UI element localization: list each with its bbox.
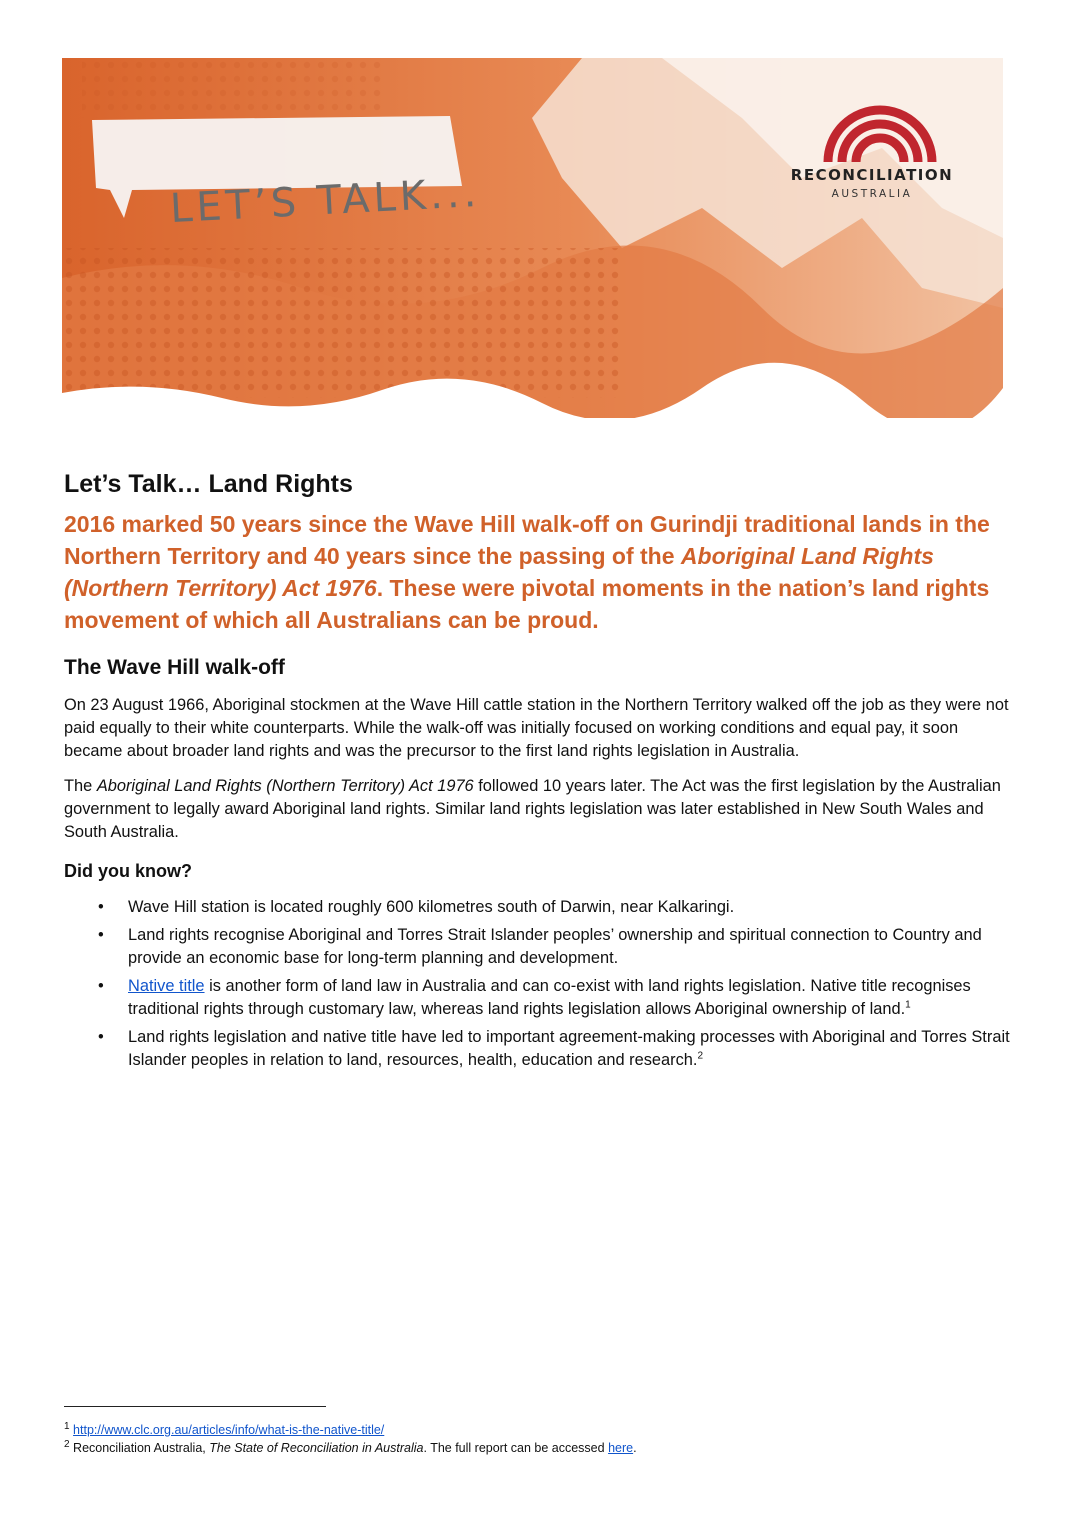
footnote-number: 1: [64, 1420, 70, 1432]
list-item: [98, 975, 1014, 1022]
para2-text-pre: The: [64, 777, 97, 795]
footnote-2: [64, 1439, 1014, 1457]
lead-paragraph: [64, 508, 1014, 636]
footnote-divider: [64, 1406, 326, 1407]
bullet-icon: •: [98, 1027, 104, 1046]
list-item-text: is another form of land law in Australia and can co-exist with land rights legislation. Native title recognises traditional rights through customary law, whereas land rights legislation allows Aboriginal ownership of land.: [128, 976, 971, 1018]
section-title-did-you-know: Did you know?: [64, 861, 192, 881]
lets-talk-speech-text: LET’S TALK...: [169, 169, 482, 233]
logo-name: RECONCILIATION: [790, 166, 954, 184]
bullet-icon: •: [98, 976, 104, 995]
lead-act-title: Aboriginal Land Rights (Northern Territory) Act 1976: [64, 543, 934, 601]
footnote-1-link[interactable]: http://www.clc.org.au/articles/info/what-is-the-native-title/: [73, 1423, 385, 1437]
wave-hill-paragraph-1: On 23 August 1966, Aboriginal stockmen at the Wave Hill cattle station in the Northern Territory walked off the job as they were not paid equally to their white counterparts. While the walk-off was initially focused on working conditions and equal pay, it soon became about broader land rights and was the precursor to the first land rights legislation in Australia.: [64, 696, 1009, 760]
page-title: Let’s Talk… Land Rights: [64, 470, 353, 498]
banner-artwork: [62, 58, 1003, 418]
footnote-2-text-end: .: [633, 1441, 637, 1455]
footnote-2-text-mid: . The full report can be accessed: [423, 1441, 609, 1455]
list-item: [98, 896, 1014, 920]
footnote-ref-1: 1: [905, 999, 911, 1011]
list-item-text: Wave Hill station is located roughly 600 kilometres south of Darwin, near Kalkaringi.: [128, 898, 735, 916]
list-item-text: Land rights legislation and native title have led to important agreement-making processes with Aboriginal and Torres Strait Islander peoples in relation to land, resources, health, education and research.: [128, 1027, 1010, 1069]
section-title-wave-hill: The Wave Hill walk-off: [64, 656, 285, 679]
footnote-2-text-pre: Reconciliation Australia,: [73, 1441, 210, 1455]
footnote-number: 2: [64, 1438, 70, 1450]
bullet-icon: •: [98, 898, 104, 916]
lead-text-1: 2016 marked 50 years since the Wave Hill walk-off on Gurindji traditional lands in the Northern Territory and 40 years since the passing of the: [64, 511, 990, 569]
footnotes: [64, 1406, 1014, 1457]
footnote-2-report-title: The State of Reconciliation in Australia: [209, 1441, 424, 1455]
list-item-text: Land rights recognise Aboriginal and Torres Strait Islander peoples’ ownership and spiritual connection to Country and provide an economic base for long-term planning and development.: [128, 925, 982, 967]
list-item: [98, 924, 1014, 971]
header-banner: [62, 58, 1003, 418]
footnote-1: [64, 1421, 1014, 1439]
list-item: [98, 1026, 1014, 1073]
para2-text-post: followed 10 years later. The Act was the first legislation by the Australian government to legally award Aboriginal land rights. Similar land rights legislation was later established in New South Wales and South Australia.: [64, 777, 1001, 841]
main-content: [64, 468, 1014, 1077]
footnote-2-here-link[interactable]: here: [608, 1441, 634, 1455]
logo-subtitle: AUSTRALIA: [831, 188, 913, 200]
native-title-link[interactable]: Native title: [128, 976, 205, 995]
footnote-ref-2: 2: [697, 1050, 704, 1062]
reconciliation-logo: [777, 166, 967, 200]
facts-list: [64, 896, 1014, 1073]
wave-hill-paragraph-2: [64, 775, 1014, 844]
lead-text-2: . These were pivotal moments in the nation’s land rights movement of which all Australians can be proud.: [64, 575, 990, 633]
bullet-icon: •: [98, 925, 104, 944]
para2-act-title: Aboriginal Land Rights (Northern Territory) Act 1976: [96, 777, 474, 795]
